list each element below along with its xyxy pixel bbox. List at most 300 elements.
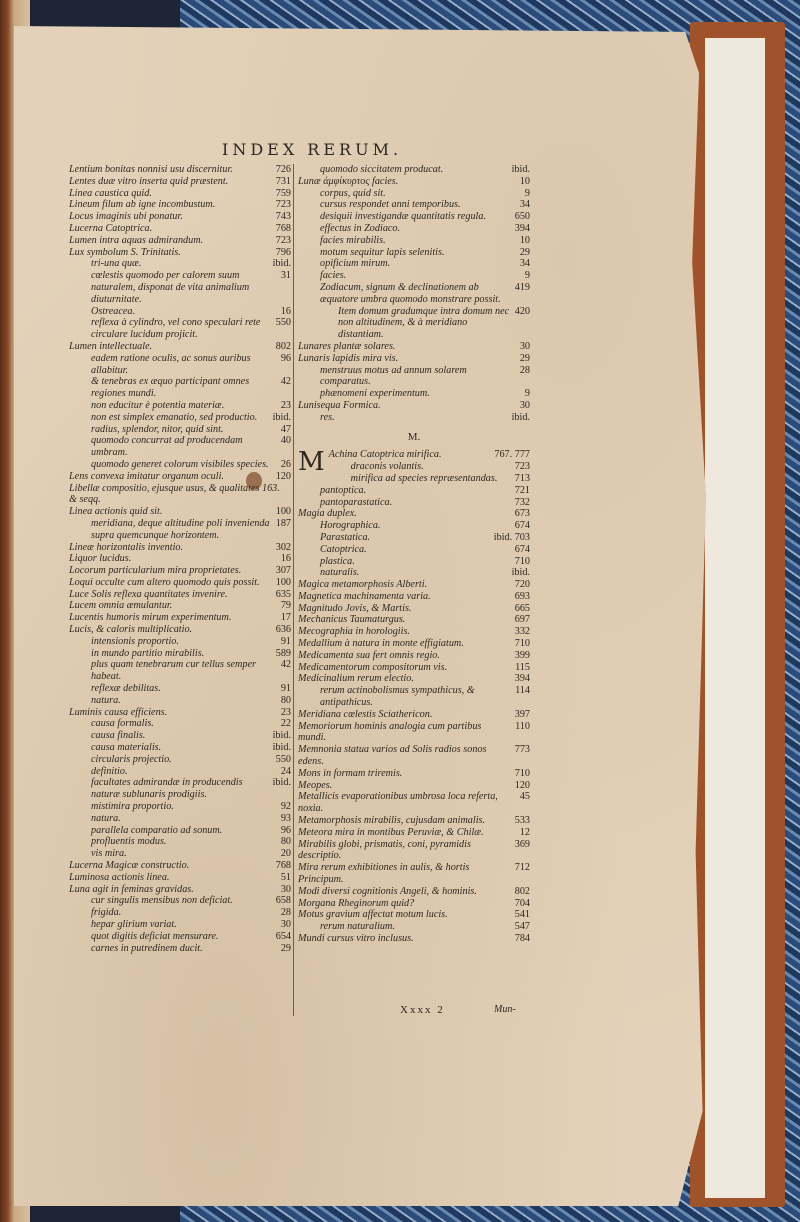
entry-page-number: 712 xyxy=(514,862,530,874)
entry-text: cursus respondet anni temporibus. xyxy=(320,199,461,211)
index-entry xyxy=(69,718,291,730)
entry-page-number: 23 xyxy=(280,399,291,411)
entry-text: cœlestis quomodo per calorem suum naturalem, disponat de vita animalium diuturnitate. xyxy=(91,270,250,305)
entry-page-number: 802 xyxy=(514,885,530,897)
entry-page-number: 91 xyxy=(280,683,291,695)
entry-page-number: 23 xyxy=(280,706,291,718)
entry-page-number: 30 xyxy=(519,399,530,411)
column-divider xyxy=(293,164,294,1016)
index-entry xyxy=(69,258,291,270)
index-entry xyxy=(69,860,291,872)
index-entry xyxy=(69,353,291,377)
entry-page-number: 589 xyxy=(275,647,291,659)
index-entry xyxy=(298,791,530,815)
index-entry xyxy=(69,907,291,919)
entry-text: pantoptica. xyxy=(320,484,367,496)
entry-page-number: 42 xyxy=(280,376,291,388)
entry-page-number: 796 xyxy=(275,246,291,258)
entry-page-number: 10 xyxy=(519,234,530,246)
entry-text: corpus, quid sit. xyxy=(320,187,386,199)
entry-text: Lunaris lapidis mira vis. xyxy=(298,352,399,364)
entry-text: frigida. xyxy=(91,907,122,919)
index-entry xyxy=(69,412,291,424)
entry-text: Motus gravium affectat motum lucis. xyxy=(298,909,448,921)
entry-text: effectus in Zodiaco. xyxy=(320,222,401,234)
entry-text: Medicinalium rerum electio. xyxy=(298,673,414,685)
entry-text: facultates admirandæ in producendis naturæ sublunaris prodigiis. xyxy=(91,777,243,801)
index-entry xyxy=(298,650,530,662)
index-entry xyxy=(69,683,291,695)
entry-page-number: 635 xyxy=(275,588,291,600)
entry-text: reflexa à cylindro, vel cono speculari rete circulare lucidum projicit. xyxy=(91,317,261,341)
index-entry xyxy=(298,258,530,270)
index-entry xyxy=(298,412,530,424)
index-entry xyxy=(329,473,530,485)
index-entry xyxy=(69,565,291,577)
entry-text: Meopes. xyxy=(298,779,333,791)
entry-text: Lux symbolum S. Trinitatis. xyxy=(69,246,181,258)
index-entry xyxy=(298,862,530,886)
index-entry xyxy=(298,556,530,568)
entry-text: quomodo siccitatem producat. xyxy=(320,164,444,175)
index-entry xyxy=(69,306,291,318)
index-entry xyxy=(69,176,291,188)
entry-text: Libellæ compositio, ejusque usus, & qualitates 163. & seqq. xyxy=(69,482,280,506)
entry-page-number: 369 xyxy=(514,838,530,850)
entry-page-number: 773 xyxy=(514,744,530,756)
entry-page-number: 726 xyxy=(275,164,291,175)
index-entry xyxy=(298,270,530,282)
index-entry xyxy=(298,827,530,839)
index-entry xyxy=(69,247,291,259)
index-entry xyxy=(69,872,291,884)
entry-page-number: 697 xyxy=(514,614,530,626)
signature-mark: Xxxx 2 xyxy=(400,1004,445,1016)
entry-text: Lunisequa Formica. xyxy=(298,399,381,411)
entry-page-number: 394 xyxy=(514,222,530,234)
entry-page-number: 673 xyxy=(514,508,530,520)
index-entry xyxy=(69,742,291,754)
entry-text: Metamorphosis mirabilis, cujusdam animalis. xyxy=(298,815,486,827)
entry-text: Lineum filum ab igne incombustum. xyxy=(69,199,216,211)
entry-page-number: 28 xyxy=(519,364,530,376)
entry-page-number: 399 xyxy=(514,649,530,661)
entry-text: causa formalis. xyxy=(91,718,154,730)
entry-page-number: 91 xyxy=(280,635,291,647)
entry-page-number: 721 xyxy=(514,484,530,496)
index-entry xyxy=(69,270,291,305)
index-entry xyxy=(69,919,291,931)
index-entry xyxy=(69,648,291,660)
entry-page-number: 80 xyxy=(280,694,291,706)
entry-page-number: ibid. xyxy=(511,411,530,423)
entry-page-number: 654 xyxy=(275,930,291,942)
index-entry xyxy=(69,943,291,955)
page-title: INDEX RERUM. xyxy=(222,140,403,159)
entry-text: causa materialis. xyxy=(91,742,162,754)
entry-page-number: 29 xyxy=(280,942,291,954)
index-entry xyxy=(69,801,291,813)
index-entry xyxy=(298,638,530,650)
entry-text: Magnetica machinamenta varia. xyxy=(298,590,431,602)
entry-text: Magica metamorphosis Alberti. xyxy=(298,579,428,591)
entry-text: Luminis causa efficiens. xyxy=(69,706,168,718)
index-column-right xyxy=(298,164,530,945)
entry-text: parallela comparatio ad sonum. xyxy=(91,824,223,836)
entry-text: circularis projectio. xyxy=(91,753,172,765)
entry-text: Lunæ ἀμφίκυρτος facies. xyxy=(298,175,399,187)
entry-page-number: 30 xyxy=(280,919,291,930)
entry-text: res. xyxy=(320,411,335,423)
entry-text: Lentes duæ vitro inserta quid præstent. xyxy=(69,175,229,187)
entry-page-number: 20 xyxy=(280,848,291,860)
index-entry xyxy=(69,199,291,211)
entry-page-number: 26 xyxy=(280,458,291,470)
index-entry xyxy=(69,188,291,200)
index-entry xyxy=(298,508,530,520)
index-entry xyxy=(298,768,530,780)
entry-text: & tenebras ex æquo participant omnes regiones mundi. xyxy=(91,376,250,400)
entry-page-number: 768 xyxy=(275,222,291,234)
index-entry xyxy=(69,506,291,518)
entry-page-number: ibid. 703 xyxy=(493,531,530,543)
index-entry xyxy=(69,695,291,707)
index-entry xyxy=(69,766,291,778)
index-entry xyxy=(298,188,530,200)
index-entry xyxy=(69,223,291,235)
entry-text: natura. xyxy=(91,812,121,824)
entry-text: Magnitudo Jovis, & Martis. xyxy=(298,602,412,614)
entry-page-number: ibid. xyxy=(272,777,291,789)
entry-text: Ostreacea. xyxy=(91,305,136,317)
entry-text: Catoptrica. xyxy=(320,543,367,555)
entry-text: reflexæ debilitas. xyxy=(91,683,161,695)
entry-text: draconis volantis. xyxy=(350,461,424,473)
entry-page-number: 96 xyxy=(280,352,291,364)
entry-page-number: 674 xyxy=(514,543,530,555)
entry-text: opificium mirum. xyxy=(320,258,391,270)
entry-text: Medallium à natura in monte effigiatum. xyxy=(298,638,464,650)
index-entry xyxy=(69,164,291,176)
index-entry xyxy=(298,685,530,709)
index-entry xyxy=(69,931,291,943)
index-entry xyxy=(298,532,530,544)
index-entry xyxy=(298,199,530,211)
entry-page-number: 332 xyxy=(514,626,530,638)
index-entry xyxy=(69,400,291,412)
index-entry xyxy=(298,567,530,579)
entry-text: pantoparastatica. xyxy=(320,496,393,508)
entry-text: menstruus motus ad annum solarem comparatus. xyxy=(320,364,467,388)
entry-page-number: 723 xyxy=(275,199,291,211)
entry-page-number: 10 xyxy=(519,175,530,187)
index-entry xyxy=(298,839,530,863)
entry-text: Lucerna Catoptrica. xyxy=(69,222,153,234)
entry-text: meridiana, deque altitudine poli invenienda supra quemcunque horizontem. xyxy=(91,517,270,541)
index-entry xyxy=(69,589,291,601)
section-letter: M. xyxy=(407,430,421,443)
index-entry xyxy=(298,921,530,933)
entry-page-number: 720 xyxy=(514,579,530,591)
entry-page-number: 29 xyxy=(519,246,530,258)
entry-text: Mecographia in horologiis. xyxy=(298,626,410,638)
index-entry xyxy=(298,673,530,685)
index-entry xyxy=(69,341,291,353)
entry-text: Mons in formam triremis. xyxy=(298,767,403,779)
entry-page-number: 9 xyxy=(524,388,530,400)
entry-page-number: ibid. xyxy=(272,411,291,423)
entry-page-number: 31 xyxy=(280,270,291,282)
entry-page-number: 51 xyxy=(280,871,291,883)
entry-page-number: 302 xyxy=(275,541,291,553)
entry-text: Lucis, & caloris multiplicatio. xyxy=(69,624,193,636)
index-entry xyxy=(69,825,291,837)
entry-text: Magia duplex. xyxy=(298,508,357,520)
entry-page-number: 96 xyxy=(280,824,291,836)
index-entry xyxy=(69,848,291,860)
entry-text: Horographica. xyxy=(320,520,381,532)
index-entry xyxy=(298,933,530,945)
entry-page-number: 187 xyxy=(275,517,291,529)
entry-text: Meteora mira in montibus Peruviæ, & Chilæ. xyxy=(298,826,484,838)
index-entry xyxy=(329,461,530,473)
entry-text: Lunares plantæ solares. xyxy=(298,340,396,352)
entry-page-number: 30 xyxy=(519,340,530,352)
entry-page-number: 743 xyxy=(275,211,291,223)
entry-page-number: 100 xyxy=(275,576,291,588)
entry-page-number: 394 xyxy=(514,673,530,685)
entry-page-number: 658 xyxy=(275,895,291,907)
index-entry xyxy=(298,780,530,792)
index-entry xyxy=(298,886,530,898)
entry-page-number: 34 xyxy=(519,258,530,270)
entry-page-number: 110 xyxy=(515,720,530,732)
entry-text: Lentium bonitas nonnisi usu discernitur. xyxy=(69,164,233,175)
entry-page-number: 397 xyxy=(514,708,530,720)
entry-page-number: 28 xyxy=(280,907,291,919)
entry-page-number: 24 xyxy=(280,765,291,777)
index-entry xyxy=(298,662,530,674)
entry-page-number: 12 xyxy=(519,826,530,838)
entry-page-number: 731 xyxy=(275,175,291,187)
index-entry xyxy=(298,235,530,247)
index-entry xyxy=(69,659,291,683)
entry-page-number: 550 xyxy=(275,753,291,765)
index-entry xyxy=(298,815,530,827)
catchword: Mun- xyxy=(494,1004,516,1015)
index-entry xyxy=(69,600,291,612)
index-entry xyxy=(298,400,530,412)
index-entry xyxy=(298,744,530,768)
index-entry xyxy=(69,612,291,624)
index-entry xyxy=(298,306,530,341)
entry-page-number: 759 xyxy=(275,187,291,199)
entry-page-number: 34 xyxy=(519,199,530,211)
index-entry xyxy=(298,247,530,259)
index-entry xyxy=(69,836,291,848)
entry-text: desiquii investigandæ quantitatis regula. xyxy=(320,211,487,223)
entry-page-number: 120 xyxy=(514,779,530,791)
entry-page-number: 42 xyxy=(280,659,291,671)
index-entry xyxy=(69,317,291,341)
entry-text: Lucerna Magicæ constructio. xyxy=(69,860,190,872)
entry-text: plus quam tenebrarum cur tellus semper habeat. xyxy=(91,659,256,683)
entry-text: carnes in putredinem ducit. xyxy=(91,942,203,954)
entry-page-number: 710 xyxy=(514,767,530,779)
entry-text: quomodo generet colorum visibiles species. xyxy=(91,458,269,470)
index-entry xyxy=(69,813,291,825)
index-entry xyxy=(298,626,530,638)
index-entry xyxy=(69,235,291,247)
entry-page-number: 9 xyxy=(524,270,530,282)
entry-page-number: 17 xyxy=(280,612,291,624)
index-entry xyxy=(298,223,530,235)
index-entry xyxy=(298,603,530,615)
index-entry xyxy=(298,353,530,365)
index-entry xyxy=(298,176,530,188)
index-entry xyxy=(69,884,291,896)
entry-page-number: 307 xyxy=(275,565,291,577)
entry-page-number: 704 xyxy=(514,897,530,909)
index-entry xyxy=(298,388,530,400)
index-entry xyxy=(298,164,530,176)
entry-text: Memoriorum hominis analogia cum partibus mundi. xyxy=(298,720,482,744)
entry-page-number: 92 xyxy=(280,801,291,813)
entry-page-number: 533 xyxy=(514,815,530,827)
entry-text: Mira rerum exhibitiones in aulis, & hortis Principum. xyxy=(298,862,470,886)
index-entry xyxy=(298,721,530,745)
entry-text: facies mirabilis. xyxy=(320,234,386,246)
entry-text: Liquor lucidus. xyxy=(69,553,132,565)
index-entry xyxy=(298,497,530,509)
index-entry xyxy=(298,591,530,603)
entry-text: Locorum particularium mira proprietates. xyxy=(69,565,242,577)
entry-text: quomodo concurrat ad producendam umbram. xyxy=(91,435,243,459)
entry-text: in mundo partitio mirabilis. xyxy=(91,647,205,659)
entry-page-number: 723 xyxy=(514,461,530,473)
entry-page-number: ibid. xyxy=(272,730,291,742)
entry-page-number: 45 xyxy=(519,791,530,803)
entry-text: Medicamentorum compositorum vis. xyxy=(298,661,448,673)
index-entry xyxy=(298,544,530,556)
entry-page-number: 732 xyxy=(514,496,530,508)
index-entry xyxy=(298,282,530,306)
index-entry xyxy=(69,895,291,907)
entry-page-number: 693 xyxy=(514,590,530,602)
entry-text: quot digitis deficiat mensurare. xyxy=(91,930,219,942)
entry-page-number: 30 xyxy=(280,883,291,895)
entry-page-number: 767. 777 xyxy=(494,449,530,461)
entry-page-number: 79 xyxy=(280,600,291,612)
entry-text: Parastatica. xyxy=(320,531,371,543)
entry-page-number: 674 xyxy=(514,520,530,532)
entry-text: phænomeni experimentum. xyxy=(320,388,430,400)
index-entry xyxy=(298,520,530,532)
entry-text: Medicamenta sua fert omnis regio. xyxy=(298,649,440,661)
entry-text: radius, splendor, nitor, quid sint. xyxy=(91,423,224,435)
entry-page-number: 710 xyxy=(514,555,530,567)
entry-text: Lucentis humoris mirum experimentum. xyxy=(69,612,232,624)
drop-cap: M xyxy=(298,447,325,478)
entry-page-number: 710 xyxy=(514,638,530,650)
entry-page-number: 80 xyxy=(280,836,291,848)
entry-text: Luna agit in feminas gravidas. xyxy=(69,883,194,895)
index-entry xyxy=(69,624,291,636)
index-entry xyxy=(69,707,291,719)
entry-text: mirifica ad species repræsentandas. xyxy=(350,472,498,484)
entry-page-number: 29 xyxy=(519,352,530,364)
index-entry xyxy=(69,777,291,801)
entry-page-number: 115 xyxy=(515,661,530,673)
entry-text: Lumen intellectuale. xyxy=(69,340,153,352)
entry-page-number: 420 xyxy=(514,305,530,317)
index-column-left xyxy=(69,164,291,954)
index-entry xyxy=(298,341,530,353)
entry-page-number: 768 xyxy=(275,860,291,872)
entry-page-number: 9 xyxy=(524,187,530,199)
entry-text: definitio. xyxy=(91,765,128,777)
entry-text: hepar glirium variat. xyxy=(91,919,177,930)
entry-page-number: 16 xyxy=(280,553,291,565)
index-entry xyxy=(298,898,530,910)
entry-page-number: 22 xyxy=(280,718,291,730)
entry-text: profluentis modus. xyxy=(91,836,167,848)
entry-text: intensionis proportio. xyxy=(91,635,179,647)
entry-page-number: 120 xyxy=(275,470,291,482)
entry-page-number: 723 xyxy=(275,234,291,246)
entry-text: non est simplex emanatio, sed productio. xyxy=(91,411,258,423)
entry-page-number: 93 xyxy=(280,812,291,824)
entry-text: Luminosa actionis linea. xyxy=(69,871,170,883)
entry-text: rerum naturalium. xyxy=(320,921,395,933)
index-entry xyxy=(69,459,291,471)
entry-text: Lucem omnia æmulantur. xyxy=(69,600,173,612)
endpaper xyxy=(705,38,765,1198)
entry-text: rerum actinobolismus sympathicus, & antipathicus. xyxy=(320,685,475,709)
entry-text: Morgana Rheginorum quid? xyxy=(298,897,415,909)
entry-text: Modi diversi cognitionis Angeli, & hominis. xyxy=(298,885,477,897)
entry-text: Memnonia statua varios ad Solis radios sonos edens. xyxy=(298,744,487,768)
entry-page-number: 650 xyxy=(514,211,530,223)
entry-text: Lineæ horizontalis inventio. xyxy=(69,541,184,553)
entry-text: Item domum gradumque intra domum nec non altitudinem, & à meridiano distantiam. xyxy=(338,305,510,341)
entry-text: vis mira. xyxy=(91,848,127,860)
entry-page-number: 541 xyxy=(514,909,530,921)
index-entry xyxy=(69,518,291,542)
entry-text: Mechanicus Taumaturgus. xyxy=(298,614,406,626)
entry-text: Mirabilis globi, prismatis, coni, pyramidis descriptio. xyxy=(298,838,471,862)
index-entry xyxy=(69,471,291,483)
entry-page-number: 665 xyxy=(514,602,530,614)
index-entry xyxy=(69,424,291,436)
entry-text: cur singulis mensibus non deficiat. xyxy=(91,895,233,907)
entry-page-number: 16 xyxy=(280,305,291,317)
index-entry xyxy=(69,553,291,565)
index-entry xyxy=(329,449,530,461)
index-entry xyxy=(69,577,291,589)
index-entry xyxy=(69,542,291,554)
entry-page-number: ibid. xyxy=(272,742,291,754)
entry-text: Linea caustica quid. xyxy=(69,187,152,199)
index-entry xyxy=(69,211,291,223)
entry-page-number: 47 xyxy=(280,423,291,435)
entry-text: tri-una quæ. xyxy=(91,258,142,270)
index-entry xyxy=(298,485,530,497)
entry-text: facies. xyxy=(320,270,347,282)
entry-text: causa finalis. xyxy=(91,730,146,742)
entry-page-number: ibid. xyxy=(511,567,530,579)
entry-page-number: 40 xyxy=(280,435,291,447)
